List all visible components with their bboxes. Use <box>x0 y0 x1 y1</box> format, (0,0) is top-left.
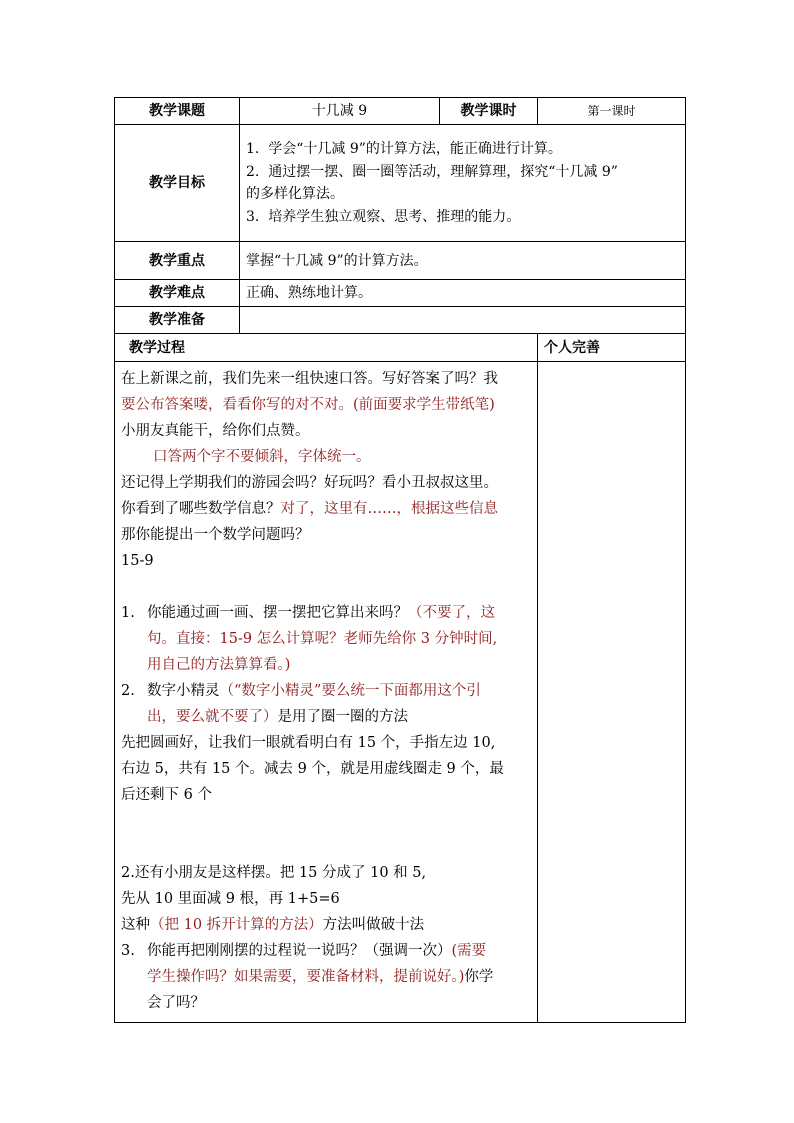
numbered-item: 1. 你能通过画一画、摆一摆把它算出来吗？（不要了，这 句。直接：15-9 怎么计算呢？老师先给你 3 分钟时间, 用自己的方法算算看。) <box>121 605 498 673</box>
row-difficulty <box>115 280 686 307</box>
goal-item: 3. 培养学生独立观察、思考、推理的能力。 <box>246 209 521 225</box>
hours-value: 第一课时 <box>538 98 686 125</box>
numbered-item: 2. 数字小精灵（“数字小精灵”要么统一下面都用这个引 出，要么就不要了）是用了圈一圈的方法 <box>121 683 481 725</box>
text-line: 还记得上学期我们的游园会吗？好玩吗？看小丑叔叔这里。 <box>121 475 498 491</box>
text-line: 小朋友真能干，给你们点赞。 <box>121 423 310 439</box>
text-line: 你看到了哪些数学信息？对了，这里有……，根据这些信息 <box>121 501 498 517</box>
preparation-value <box>240 307 686 334</box>
text-line: 要公布答案喽，看看你写的对不对。(前面要求学生带纸笔) <box>121 397 495 413</box>
text-line: 那你能提出一个数学问题吗？ <box>121 527 310 543</box>
key-point-value: 掌握“十几减 9”的计算方法。 <box>240 242 686 280</box>
process-content <box>115 362 538 1023</box>
row-key-point <box>115 242 686 280</box>
row-preparation <box>115 307 686 334</box>
difficulty-label: 教学难点 <box>115 280 240 307</box>
key-point-label: 教学重点 <box>115 242 240 280</box>
text-line: 在上新课之前，我们先来一组快速口答。写好答案了吗？我 <box>121 371 498 387</box>
goal-item: 1. 学会“十几减 9”的计算方法，能正确进行计算。 <box>246 141 562 157</box>
preparation-label: 教学准备 <box>115 307 240 334</box>
revision-note: 口答两个字不要倾斜，字体统一。 <box>153 449 371 465</box>
text-line: 后还剩下 6 个 <box>121 787 212 803</box>
text-line: 这种（把 10 拆开计算的方法）方法叫做破十法 <box>121 917 425 933</box>
goal-item-continued: 的多样化算法。 <box>246 186 344 202</box>
text-line: 先从 10 里面减 9 根，再 1+5=6 <box>121 891 340 907</box>
row-process-content <box>115 362 686 1023</box>
row-process-header <box>115 334 686 362</box>
goals-content <box>240 125 686 242</box>
personal-improvement-label: 个人完善 <box>538 334 686 362</box>
hours-label: 教学课时 <box>440 98 538 125</box>
text-line: 先把圆画好，让我们一眼就看明白有 15 个，手指左边 10, <box>121 735 496 751</box>
personal-improvement-content <box>538 362 686 1023</box>
expression: 15-9 <box>121 553 154 569</box>
text-line: 2.还有小朋友是这样摆。把 15 分成了 10 和 5, <box>121 865 427 881</box>
process-label: 教学过程 <box>115 334 538 362</box>
goals-label: 教学目标 <box>115 125 240 242</box>
numbered-item: 3. 你能再把刚刚摆的过程说一说吗？（强调一次）(需要 学生操作吗？如果需要，要准备材料，提前说好。)你学 会了吗？ <box>121 943 494 1011</box>
difficulty-value: 正确、熟练地计算。 <box>240 280 686 307</box>
topic-value: 十几减 9 <box>240 98 440 125</box>
row-goals <box>115 125 686 242</box>
lesson-plan-sheet <box>114 97 685 1023</box>
topic-label: 教学课题 <box>115 98 240 125</box>
lesson-plan-table <box>114 97 686 1023</box>
text-line: 右边 5，共有 15 个。减去 9 个，就是用虚线圈走 9 个，最 <box>121 761 504 777</box>
row-topic <box>115 98 686 125</box>
goal-item: 2. 通过摆一摆、圈一圈等活动，理解算理，探究“十几减 9” <box>246 164 618 180</box>
